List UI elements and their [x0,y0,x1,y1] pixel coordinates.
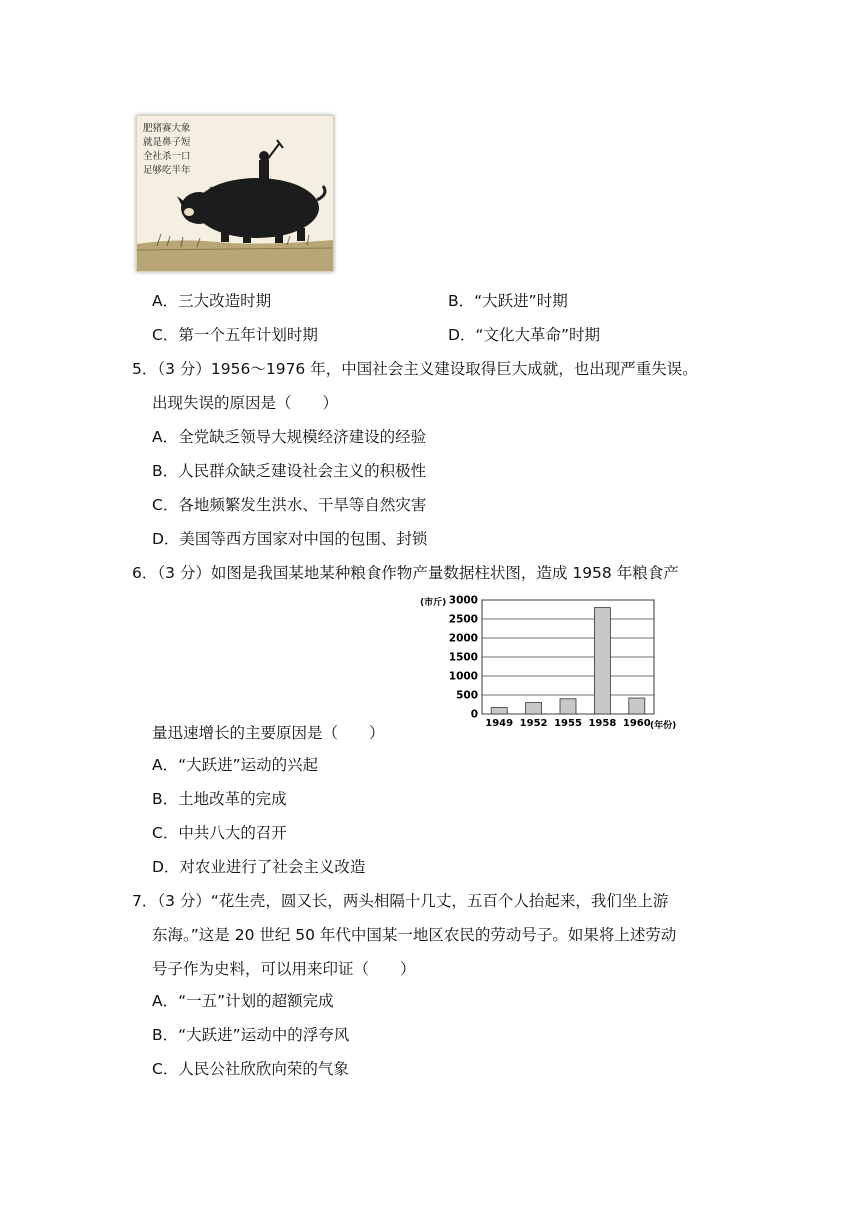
q7-option-b[interactable]: B．“大跃进”运动中的浮夸风 [152,1026,350,1044]
grain-output-bar-chart [418,594,718,734]
q5-stem-line: 5．（3 分）1956～1976 年，中国社会主义建设取得巨大成就，也出现严重失误。 [132,360,698,378]
y-tick-label: 1500 [448,651,478,664]
bar-1952 [526,703,542,714]
q6-option-d[interactable]: D．对农业进行了社会主义改造 [152,858,366,876]
q7-option-c[interactable]: C．人民公社欣欣向荣的气象 [152,1060,349,1078]
q5-option-a[interactable]: A．全党缺乏领导大规模经济建设的经验 [152,428,427,446]
bar-chart-svg [418,594,718,734]
x-axis-label: (年份) [650,721,677,731]
q7-stem-line: 7．（3 分）“花生壳，圆又长，两头相隔十几丈，五百个人抬起来，我们坐上游 [132,892,669,910]
pig-cartoon-figure [136,115,334,272]
y-tick-label: 2000 [448,632,478,645]
bar-1955 [560,699,576,714]
caption-line: 全社杀一口 [143,151,191,162]
y-tick-label: 1000 [448,670,478,683]
q7-option-a[interactable]: A．“一五”计划的超额完成 [152,992,334,1010]
x-ticks [485,718,650,729]
y-axis-label: (市斤) [420,598,447,608]
y-ticks [449,595,478,721]
x-tick-label: 1958 [588,718,617,729]
q7-stem-line: 号子作为史料，可以用来印证（ ） [152,960,416,978]
q6-option-c[interactable]: C．中共八大的召开 [152,824,287,842]
q7-stem-line: 东海。”这是 20 世纪 50 年代中国某一地区农民的劳动号子。如果将上述劳动 [152,926,677,944]
q5-option-b[interactable]: B．人民群众缺乏建设社会主义的积极性 [152,462,427,480]
q5-option-c[interactable]: C．各地频繁发生洪水、干旱等自然灾害 [152,496,427,514]
q4-option-b[interactable]: B．“大跃进”时期 [448,292,568,310]
bar-1949 [491,708,507,714]
chart-bars [491,608,645,714]
q6-stem-line: 6．（3 分）如图是我国某地某种粮食作物产量数据柱状图，造成 1958 年粮食产 [132,564,679,582]
bar-1958 [594,608,610,714]
y-tick-label: 500 [456,689,478,702]
q4-option-a[interactable]: A．三大改造时期 [152,292,272,310]
caption-line: 肥猪赛大象 [143,123,191,134]
x-tick-label: 1960 [622,718,651,729]
q5-option-d[interactable]: D．美国等西方国家对中国的包围、封锁 [152,530,428,548]
x-tick-label: 1955 [554,718,582,729]
y-tick-label: 3000 [448,594,478,607]
x-tick-label: 1952 [519,718,548,729]
q5-stem-line: 出现失误的原因是（ ） [152,394,339,412]
q4-option-d[interactable]: D．“文化大革命”时期 [448,326,600,344]
y-tick-label: 2500 [448,613,478,626]
q6-option-a[interactable]: A．“大跃进”运动的兴起 [152,756,319,774]
q4-option-c[interactable]: C．第一个五年计划时期 [152,326,318,344]
y-tick-label: 0 [470,708,478,721]
caption-line: 足够吃半年 [143,165,191,176]
caption-line: 就是鼻子短 [143,137,191,148]
chart-grid [482,600,654,714]
pig-illustration [137,116,333,271]
x-tick-label: 1949 [485,718,514,729]
q6-stem-line: 量迅速增长的主要原因是（ ） [152,724,385,742]
q6-option-b[interactable]: B．土地改革的完成 [152,790,287,808]
bar-1960 [629,698,645,714]
